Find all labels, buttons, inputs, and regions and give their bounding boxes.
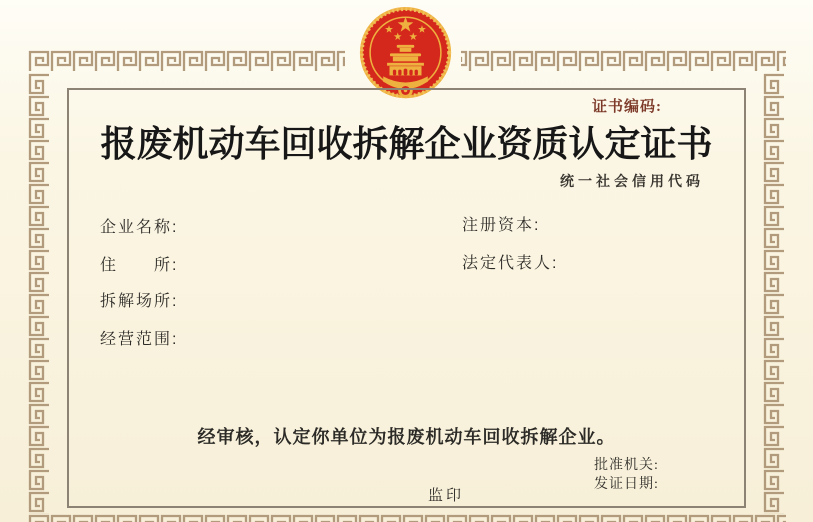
meander-border-right bbox=[763, 73, 786, 514]
credit-code-label: 统一社会信用代码 bbox=[560, 175, 704, 190]
certificate-code-label: 证书编码: bbox=[592, 99, 662, 115]
certification-statement: 经审核，认定你单位为报废机动车回收拆解企业。 bbox=[197, 427, 616, 447]
field-address-label: 住 所: bbox=[100, 257, 179, 274]
certificate-title: 报废机动车回收拆解企业资质认定证书 bbox=[100, 124, 713, 164]
field-dismantling-site-label: 拆解场所: bbox=[100, 293, 179, 310]
approval-authority-label: 批准机关: bbox=[594, 458, 659, 473]
seal-supervision-label: 监印 bbox=[428, 488, 465, 504]
issue-date-label: 发证日期: bbox=[594, 477, 659, 492]
field-legal-representative-label: 法定代表人: bbox=[462, 255, 559, 272]
field-registered-capital-label: 注册资本: bbox=[462, 217, 541, 234]
meander-border-top-right-segment bbox=[461, 50, 786, 73]
field-enterprise-name-label: 企业名称: bbox=[100, 219, 179, 236]
meander-border-top-left-segment bbox=[28, 50, 345, 73]
meander-border-bottom bbox=[28, 514, 786, 522]
field-business-scope-label: 经营范围: bbox=[100, 331, 179, 348]
meander-border-left bbox=[28, 73, 51, 514]
